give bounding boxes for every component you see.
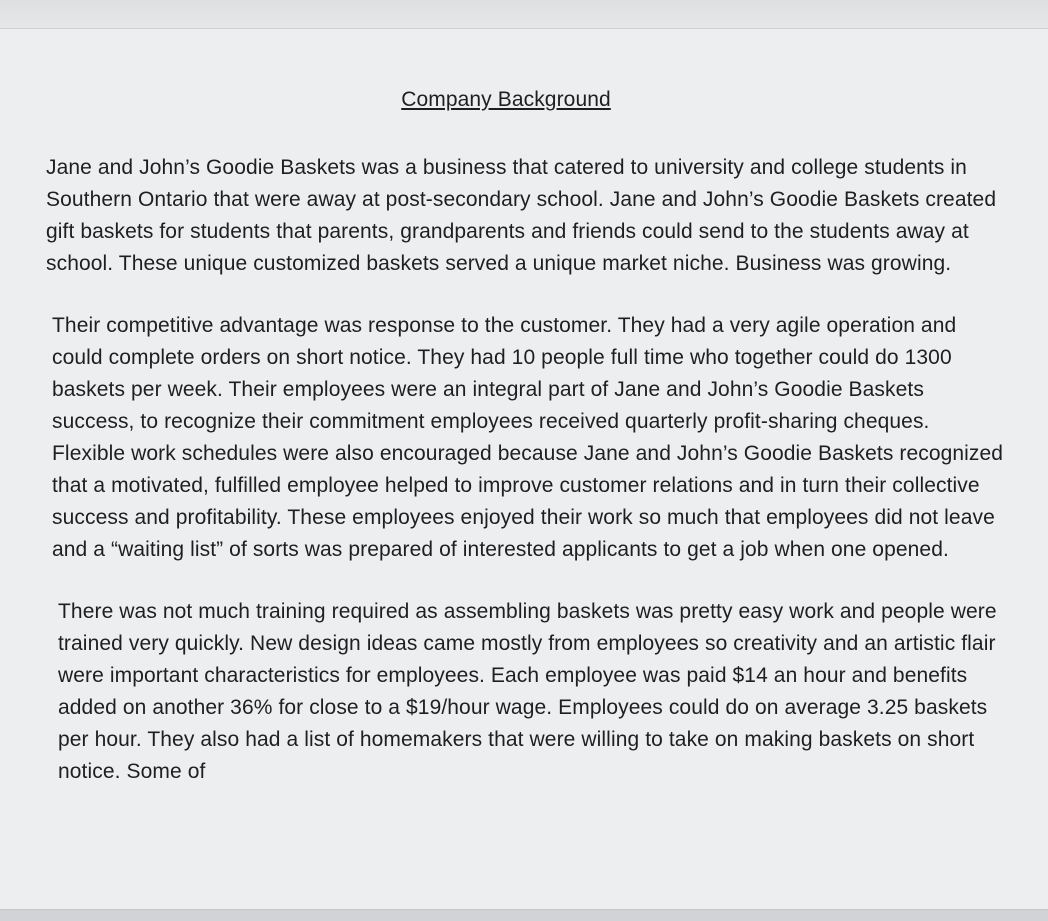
- document-body[interactable]: [46, 84, 1006, 818]
- paragraph-company-intro: Jane and John’s Goodie Baskets was a business that catered to university and college students in Southern Ontario that were away at post-secondary school. Jane and John’s Goodie Baskets created gift baskets for students that parents, grandparents and friends could send to the students away at school. These unique customized baskets served a unique market niche. Business was growing.: [46, 156, 997, 275]
- paragraph-competitive-advantage: Their competitive advantage was response to the customer. They had a very agile operation and could complete orders on short notice. They had 10 people full time who together could do 1300 baskets per week. Their employees were an integral part of Jane and John’s Goodie Baskets success, to recognize their commitment employees received quarterly profit-sharing cheques. Flexible work schedules were also encouraged because Jane and John’s Goodie Baskets recognized that a motivated, fulfilled employee helped to improve customer relations and in turn their collective success and profitability. These employees enjoyed their work so much that employees did not leave and a “waiting list” of sorts was prepared of interested applicants to get a job when one opened.: [52, 314, 1004, 561]
- paragraph-training: There was not much training required as assembling baskets was pretty easy work and people were trained very quickly. New design ideas came mostly from employees so creativity and an artistic flair were important characteristics for employees. Each employee was paid $14 an hour and benefits added on another 36% for close to a $19/hour wage. Employees could do on average 3.25 baskets per hour. They also had a list of homemakers that were willing to take on making baskets on short notice. Some of: [58, 600, 997, 783]
- bottom-strip: [0, 909, 1048, 921]
- top-strip: [0, 0, 1048, 29]
- document-title: Company Background: [401, 88, 611, 111]
